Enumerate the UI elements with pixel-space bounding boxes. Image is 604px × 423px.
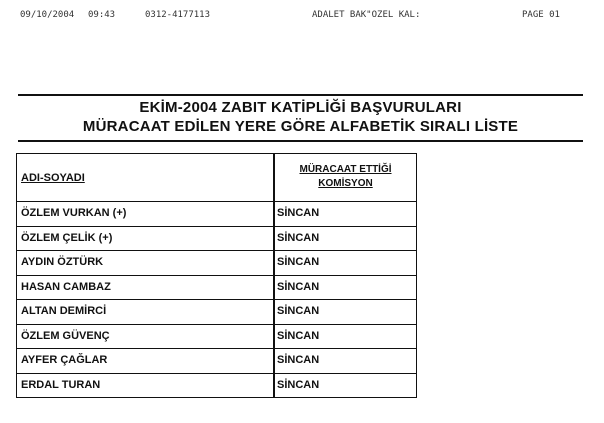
applicant-commission: SİNCAN [277,256,320,268]
column-divider [273,227,275,251]
applicant-commission: SİNCAN [277,329,320,342]
fax-header [0,10,604,26]
fax-phone: 0312-4177113 [145,10,211,20]
applicant-commission: SİNCAN [277,378,320,391]
applicant-name: ERDAL TURAN [21,378,101,391]
applicant-name: ALTAN DEMİRCİ [21,305,107,317]
table-row [17,251,416,276]
applicant-name: HASAN CAMBAZ [21,280,111,293]
fax-page-number: PAGE 01 [522,10,560,20]
applicant-table [16,153,417,398]
table-row [17,202,416,227]
applicant-name: AYDIN ÖZTÜRK [21,256,104,268]
applicant-commission: SİNCAN [277,207,320,219]
table-header [17,154,416,202]
column-divider [273,300,275,324]
header-commission [275,163,416,191]
title-bottom-rule [18,140,583,142]
document-title: EKİM-2004 ZABIT KATİPLİĞİ BAŞVURULARI [139,99,462,116]
header-name: ADI-SOYADI [21,172,85,184]
column-divider [273,374,275,398]
header-commission-line1: MÜRACAAT ETTİĞİ [299,164,392,175]
fax-sender: ADALET BAK"OZEL KAL: [312,10,421,20]
applicant-commission: SİNCAN [277,305,320,317]
applicant-commission: SİNCAN [277,280,320,293]
table-row [17,300,416,325]
column-divider [273,276,275,300]
column-divider [273,325,275,349]
table-row [17,276,416,301]
table-row [17,374,416,399]
title-top-rule [18,94,583,96]
column-divider [273,202,275,226]
document-subtitle: MÜRACAAT EDİLEN YERE GÖRE ALFABETİK SIRALI LİSTE [82,118,519,135]
table-row [17,227,416,252]
fax-date: 09/10/2004 [20,10,75,20]
column-divider [273,349,275,373]
table-row [17,325,416,350]
applicant-name: AYFER ÇAĞLAR [21,354,108,366]
applicant-name: ÖZLEM VURKAN (+) [21,207,127,219]
applicant-commission: SİNCAN [277,354,320,366]
fax-time: 09:43 [88,10,116,20]
column-divider [273,251,275,275]
applicant-name: ÖZLEM GÜVENÇ [21,329,110,342]
table-row [17,349,416,374]
header-commission-line2: KOMİSYON [318,178,373,189]
applicant-name: ÖZLEM ÇELİK (+) [21,231,113,244]
applicant-commission: SİNCAN [277,231,320,244]
